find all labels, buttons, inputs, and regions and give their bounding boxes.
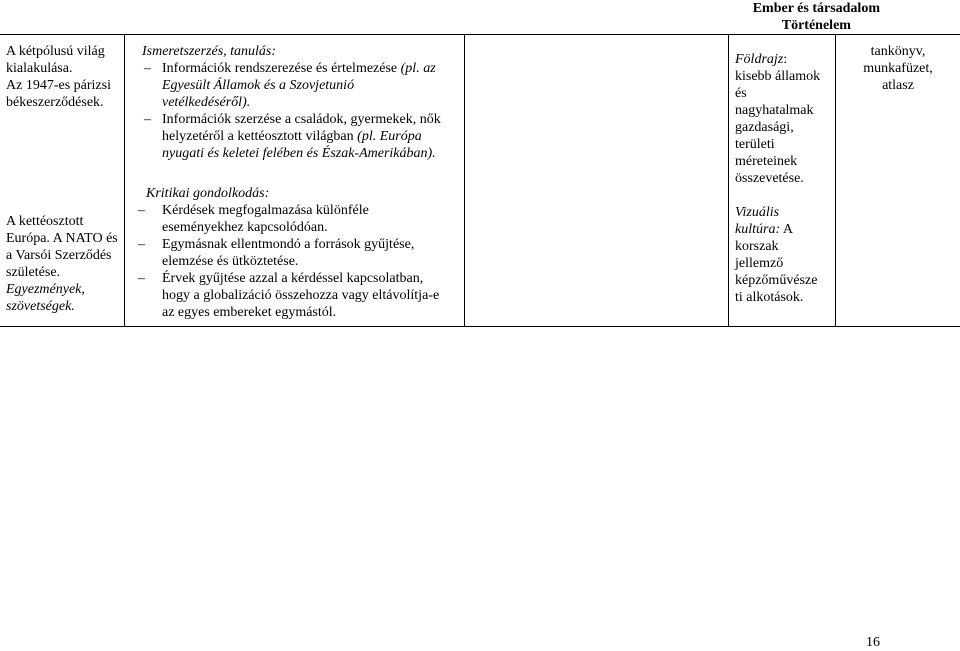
competency-column — [138, 43, 464, 321]
dash-bullet: – — [138, 203, 145, 218]
connections-column — [735, 51, 833, 306]
dash-bullet: – — [138, 271, 145, 286]
dash-bullet: – — [144, 61, 151, 76]
column-divider-2 — [464, 34, 465, 326]
topic-divided-europe: A kettéosztott Európa. A NATO és a Varsói Szerződés születése. — [6, 214, 118, 280]
geography-link: Földrajz: kisebb államok és nagyhatalmak gazdasági, területi méreteinek összevetése. — [735, 52, 821, 186]
knowledge-list — [142, 60, 464, 162]
list-item: – Egymásnak ellentmondó a források gyűjtése, elemzése és ütköztetése. — [138, 237, 415, 269]
topic-treaties: Egyezmények, szövetségek. — [6, 282, 85, 314]
table-top-border — [0, 34, 960, 35]
list-item: – Érvek gyűjtése azzal a kérdéssel kapcsolatban, hogy a globalizáció összehozza vagy eltávolítja-e az egyes embereket egymástól. — [138, 271, 440, 320]
list-item: – Információk rendszerezése és értelmezése (pl. az Egyesült Államok és a Szovjetunió vetélkedéséről). — [144, 61, 436, 110]
critical-list — [138, 202, 464, 321]
list-item: – Kérdések megfogalmazása különféle eseményekhez kapcsolódóan. — [138, 203, 369, 235]
materials-column: tankönyv, munkafüzet, atlasz — [863, 44, 933, 93]
header-subject: Ember és társadalom — [752, 1, 880, 16]
header-discipline: Történelem — [781, 18, 851, 33]
visual-culture-label: Vizuális — [735, 205, 780, 220]
topic-column — [6, 43, 124, 315]
dash-bullet: – — [144, 112, 151, 127]
topic-bipolar-world: A kétpólusú világ kialakulása. Az 1947-es párizsi békeszerződések. — [6, 44, 111, 110]
section-critical-title: Kritikai gondolkodás: — [146, 186, 270, 201]
geography-label: Földrajz — [735, 52, 784, 67]
table-bottom-border — [0, 326, 960, 327]
list-item: – Információk szerzése a családok, gyermekek, nők helyzetéről a kettéosztott világban (pl. Európa nyugati és keletei felében és Észak-Amerikában). — [144, 112, 441, 161]
page-header — [753, 0, 880, 34]
dash-bullet: – — [138, 237, 145, 252]
section-knowledge-title: Ismeretszerzés, tanulás: — [142, 44, 277, 59]
page-number: 16 — [866, 635, 880, 650]
column-divider-1 — [124, 34, 125, 326]
column-divider-3 — [728, 34, 729, 326]
visual-culture-link: Vizuális kultúra: A korszak jellemző képzőművésze ti alkotások. — [735, 204, 833, 306]
